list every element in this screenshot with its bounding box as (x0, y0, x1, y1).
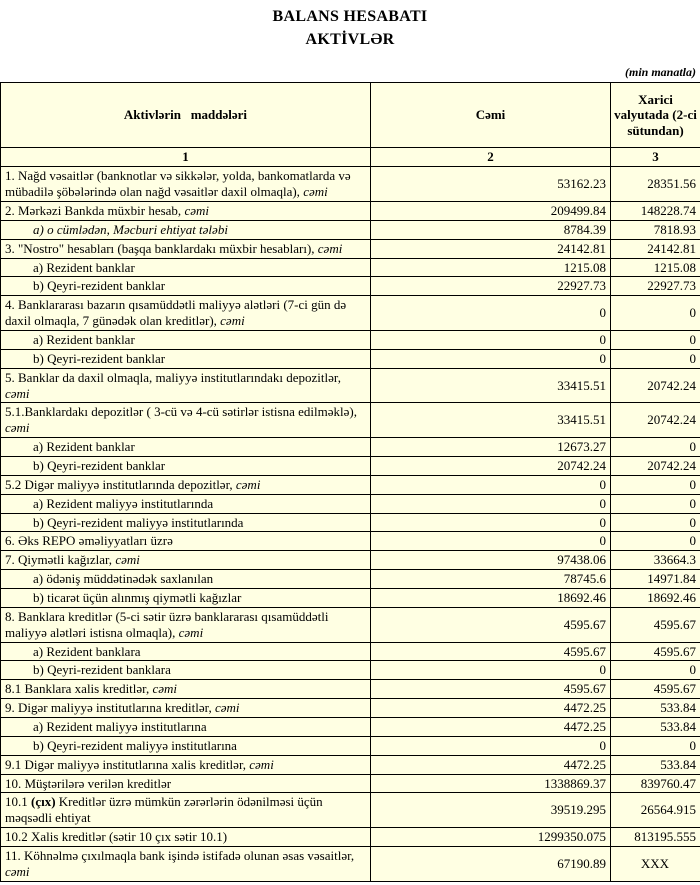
row-total-value: 33415.51 (371, 403, 611, 438)
column-header-total: Cəmi (371, 83, 611, 148)
table-row (1, 828, 700, 847)
row-foreign-value: 20742.24 (611, 456, 700, 475)
row-total-value: 0 (371, 475, 611, 494)
row-foreign-value: 7818.93 (611, 220, 700, 239)
table-row (1, 755, 700, 774)
column-index-3: 3 (611, 148, 700, 167)
row-total-value: 1215.08 (371, 258, 611, 277)
table-row (1, 718, 700, 737)
row-foreign-value: 20742.24 (611, 403, 700, 438)
row-label-text: a) ödəniş müddətinədək saxlanılan (33, 571, 214, 587)
row-label-text: 3. "Nostro" hesabları (başqa banklardakı müxbir hesabları), (5, 240, 318, 256)
row-label (1, 277, 371, 296)
table-row (1, 793, 700, 828)
row-foreign-value: 0 (611, 513, 700, 532)
table-row (1, 661, 700, 680)
table-row (1, 368, 700, 403)
row-label-text: cəmi (178, 624, 204, 640)
row-label (1, 661, 371, 680)
row-total-value: 0 (371, 330, 611, 349)
row-total-value: 4472.25 (371, 755, 611, 774)
table-row (1, 167, 700, 202)
row-label (1, 201, 371, 220)
row-label (1, 494, 371, 513)
row-foreign-value: 0 (611, 532, 700, 551)
assets-table (0, 82, 700, 881)
row-label-text: cəmi (235, 476, 261, 492)
row-label-text: 1. Nağd vəsaitlər (banknotlar və sikkələr, yolda, bankomatlarda və mübadilə şöbələrində olan nağd vəsaitlər daxil olmaqla), (5, 168, 351, 200)
row-label-text: 10. Müştərilərə verilən kreditlər (5, 775, 172, 791)
row-foreign-value: 1215.08 (611, 258, 700, 277)
row-label (1, 847, 371, 882)
row-label-text: cəmi (115, 552, 140, 568)
row-label-text: 7. Qiymətli kağızlar, (5, 552, 116, 568)
row-foreign-value: 28351.56 (611, 167, 700, 202)
table-row (1, 349, 700, 368)
report-title: BALANS HESABATI (272, 8, 428, 25)
row-foreign-value: 4595.67 (611, 680, 700, 699)
row-label (1, 680, 371, 699)
row-label (1, 589, 371, 608)
table-row (1, 680, 700, 699)
row-total-value: 78745.6 (371, 570, 611, 589)
row-total-value: 209499.84 (371, 201, 611, 220)
row-label-text: b) Qeyri-rezident banklar (33, 350, 166, 366)
row-foreign-value: 14971.84 (611, 570, 700, 589)
row-total-value: 4472.25 (371, 699, 611, 718)
table-body (1, 167, 700, 882)
row-total-value: 0 (371, 661, 611, 680)
row-total-value: 20742.24 (371, 456, 611, 475)
row-label-text: cəmi (317, 240, 343, 256)
row-foreign-value: 0 (611, 475, 700, 494)
row-label-text: 4. Banklararası bazarın qısamüddətli maliyyə alətləri (7-ci gün də daxil olmaqla, 7 günədək olan kreditlər), (5, 297, 347, 329)
row-label-text: a) Rezident banklar (33, 439, 135, 455)
row-foreign-value: 18692.46 (611, 589, 700, 608)
row-label-text: cəmi (5, 385, 30, 401)
row-label-text: b) Qeyri-rezident maliyyə institutlarında (33, 514, 244, 530)
row-foreign-value: 0 (611, 494, 700, 513)
row-foreign-value: XXX (611, 847, 700, 882)
row-label-text: a) Rezident maliyyə institutlarında (33, 495, 214, 511)
row-total-value: 1338869.37 (371, 774, 611, 793)
table-row (1, 330, 700, 349)
row-total-value: 53162.23 (371, 167, 611, 202)
row-total-value: 0 (371, 296, 611, 331)
row-label (1, 475, 371, 494)
table-row (1, 699, 700, 718)
row-foreign-value: 22927.73 (611, 277, 700, 296)
row-label-text: 5.2 Digər maliyyə institutlarında depozitlər, (5, 476, 236, 492)
row-label-text: b) Qeyri-rezident banklar (33, 278, 166, 294)
table-row (1, 296, 700, 331)
row-foreign-value: 26564.915 (611, 793, 700, 828)
table-row (1, 532, 700, 551)
row-label-text: cəmi (220, 313, 245, 329)
row-label-text: a) Rezident maliyyə institutlarına (33, 719, 207, 735)
row-total-value: 18692.46 (371, 589, 611, 608)
row-label-text: Kreditlər üzrə mümkün zərərlərin ödənilməsi üçün məqsədli ehtiyat (5, 794, 323, 826)
column-index-2: 2 (371, 148, 611, 167)
table-row (1, 570, 700, 589)
row-total-value: 8784.39 (371, 220, 611, 239)
row-label-text: 9.1 Digər maliyyə institutlarına xalis kreditlər, (5, 756, 250, 772)
row-label (1, 330, 371, 349)
row-total-value: 12673.27 (371, 438, 611, 457)
row-label (1, 532, 371, 551)
table-head (1, 83, 700, 167)
row-label (1, 828, 371, 847)
column-index-row (1, 148, 700, 167)
table-row (1, 551, 700, 570)
row-label (1, 736, 371, 755)
row-label-text: 10.2 Xalis kreditlər (sətir 10 çıx sətir 10.1) (5, 829, 228, 845)
table-row (1, 475, 700, 494)
row-label-text: 6. Əks REPO əməliyyatları üzrə (5, 533, 173, 549)
table-row (1, 607, 700, 642)
row-label (1, 239, 371, 258)
table-row (1, 642, 700, 661)
row-label (1, 438, 371, 457)
row-foreign-value: 0 (611, 330, 700, 349)
row-foreign-value: 24142.81 (611, 239, 700, 258)
row-foreign-value: 0 (611, 349, 700, 368)
row-label (1, 258, 371, 277)
table-row (1, 456, 700, 475)
column-header-foreign-currency: Xarici valyutada (2-ci sütundan) (611, 83, 700, 148)
row-total-value: 0 (371, 494, 611, 513)
row-foreign-value: 33664.3 (611, 551, 700, 570)
row-foreign-value: 4595.67 (611, 642, 700, 661)
row-label (1, 456, 371, 475)
row-foreign-value: 533.84 (611, 718, 700, 737)
row-label-text: a) Rezident banklar (33, 331, 135, 347)
row-label-text: a) o cümlədən, Məcburi ehtiyat tələbi (33, 221, 228, 237)
row-label (1, 167, 371, 202)
row-label-text: 9. Digər maliyyə institutlarına kreditlər, (5, 700, 215, 716)
table-row (1, 589, 700, 608)
row-label-text: (çıx) (31, 794, 56, 810)
row-total-value: 33415.51 (371, 368, 611, 403)
row-total-value: 4595.67 (371, 642, 611, 661)
table-row (1, 258, 700, 277)
row-total-value: 0 (371, 513, 611, 532)
report-subtitle: AKTİVLƏR (305, 31, 395, 49)
table-row (1, 277, 700, 296)
row-label-text: 5.1.Banklardakı depozitlər ( 3-cü və 4-cü sətirlər istisna edilməklə), (5, 404, 357, 420)
row-label (1, 793, 371, 828)
row-label (1, 296, 371, 331)
table-row (1, 239, 700, 258)
column-header-items: Aktivlərin maddələri (1, 83, 371, 148)
table-row (1, 403, 700, 438)
report-header (0, 0, 700, 51)
row-label-text: cəmi (5, 420, 30, 436)
row-label (1, 718, 371, 737)
row-label-text: 11. Köhnəlmə çıxılmaqla bank işində istifadə olunan əsas vəsaitlər, (5, 848, 355, 864)
row-foreign-value: 148228.74 (611, 201, 700, 220)
table-row (1, 774, 700, 793)
table-row (1, 438, 700, 457)
table-row (1, 220, 700, 239)
row-label (1, 607, 371, 642)
row-foreign-value: 0 (611, 736, 700, 755)
row-total-value: 4595.67 (371, 680, 611, 699)
row-label-text: cəmi (184, 202, 209, 218)
row-label (1, 774, 371, 793)
column-index-1: 1 (1, 148, 371, 167)
unit-note: (min manatla) (624, 65, 696, 80)
row-foreign-value: 533.84 (611, 755, 700, 774)
row-label-text: cəmi (303, 184, 328, 200)
row-label-text: b) ticarət üçün alınmış qiymətli kağızlar (33, 590, 242, 605)
row-label-text: b) Qeyri-rezident banklar (33, 457, 166, 473)
row-total-value: 4595.67 (371, 607, 611, 642)
row-foreign-value: 4595.67 (611, 607, 700, 642)
row-label-text: cəmi (249, 756, 274, 772)
row-label-text: b) Qeyri-rezident maliyyə institutlarına (33, 737, 237, 753)
row-label (1, 403, 371, 438)
row-foreign-value: 0 (611, 296, 700, 331)
row-total-value: 1299350.075 (371, 828, 611, 847)
row-label-text: cəmi (152, 681, 178, 697)
row-label (1, 642, 371, 661)
row-label-text: b) Qeyri-rezident banklara (33, 662, 171, 678)
row-foreign-value: 533.84 (611, 699, 700, 718)
row-label (1, 755, 371, 774)
row-foreign-value: 20742.24 (611, 368, 700, 403)
row-label-text: 8.1 Banklara xalis kreditlər, (5, 681, 153, 697)
row-label-text: cəmi (214, 700, 240, 716)
row-label-text: 8. Banklara kreditlər (5-ci sətir üzrə banklararası qısamüddətli maliyyə alətləri istisna olmaqla), (5, 608, 329, 640)
column-header-row (1, 83, 700, 148)
row-total-value: 0 (371, 736, 611, 755)
row-total-value: 0 (371, 532, 611, 551)
table-row (1, 201, 700, 220)
table-row (1, 494, 700, 513)
row-label-text: 10.1 (5, 794, 31, 810)
row-label (1, 220, 371, 239)
row-foreign-value: 813195.555 (611, 828, 700, 847)
row-total-value: 0 (371, 349, 611, 368)
row-label (1, 551, 371, 570)
row-label-text: cəmi (5, 863, 30, 879)
row-foreign-value: 0 (611, 661, 700, 680)
row-total-value: 39519.295 (371, 793, 611, 828)
row-label-text: a) Rezident banklara (33, 643, 141, 659)
row-label (1, 513, 371, 532)
row-total-value: 22927.73 (371, 277, 611, 296)
row-label (1, 368, 371, 403)
row-foreign-value: 839760.47 (611, 774, 700, 793)
row-total-value: 67190.89 (371, 847, 611, 882)
row-label-text: 2. Mərkəzi Bankda müxbir hesab, (5, 202, 185, 218)
row-label-text: 5. Banklar da daxil olmaqla, maliyyə institutlarındakı depozitlər, (5, 369, 341, 385)
row-foreign-value: 0 (611, 438, 700, 457)
table-row (1, 513, 700, 532)
row-label-text: a) Rezident banklar (33, 259, 135, 275)
row-total-value: 4472.25 (371, 718, 611, 737)
row-label (1, 570, 371, 589)
row-label (1, 349, 371, 368)
table-row (1, 847, 700, 882)
row-total-value: 97438.06 (371, 551, 611, 570)
table-row (1, 736, 700, 755)
row-total-value: 24142.81 (371, 239, 611, 258)
row-label (1, 699, 371, 718)
